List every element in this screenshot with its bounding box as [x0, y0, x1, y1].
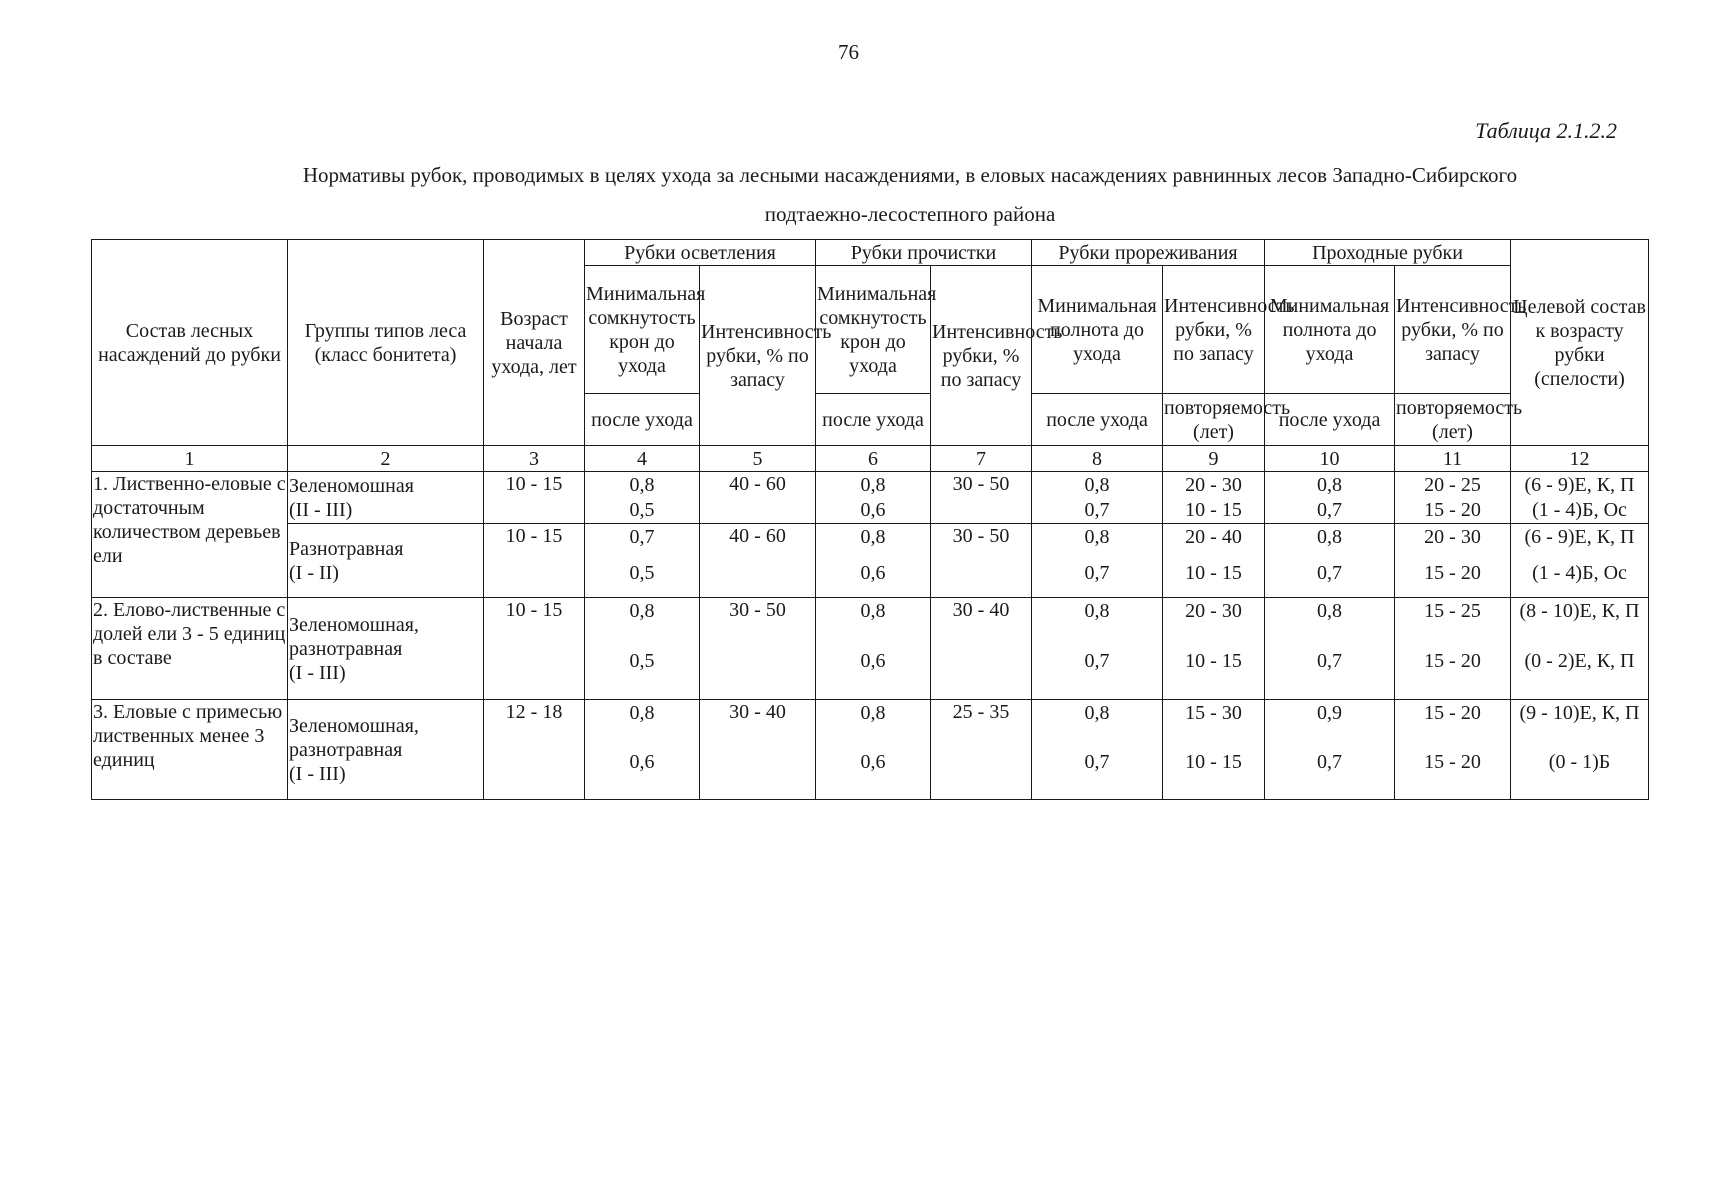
table-row — [92, 472, 1649, 498]
value-cell: (9 - 10)Е, К, П — [1511, 700, 1649, 726]
header-intensity-osv: Интенсивность рубки, % по запасу — [700, 266, 816, 446]
composition-cell: 1. Лиственно-еловые с достаточным количеством деревьев ели — [92, 472, 288, 598]
value-cell: 0,8 — [1265, 598, 1395, 624]
value-cell: (1 - 4)Б, Ос — [1511, 550, 1649, 598]
value-cell: 0,8 — [1265, 472, 1395, 498]
value-cell: 0,7 — [1265, 550, 1395, 598]
forest-type-line: Зеленомошная, — [289, 613, 419, 636]
value-cell: 0,8 — [816, 524, 931, 550]
column-number: 6 — [816, 446, 931, 472]
page-number: 76 — [838, 40, 859, 64]
forest-type-line: (I - III) — [289, 762, 346, 785]
header-after-prorezh: после ухода — [1032, 394, 1163, 446]
value-cell: 0,8 — [816, 598, 931, 624]
value-cell: 15 - 25 — [1395, 598, 1511, 624]
header-composition: Состав лесных насаждений до рубки — [92, 240, 288, 446]
table-caption: Таблица 2.1.2.2 — [1475, 118, 1617, 143]
value-cell: 0,8 — [1032, 472, 1163, 498]
value-cell: 0,6 — [816, 726, 931, 800]
value-cell: 0,5 — [585, 498, 700, 524]
value-cell: 30 - 50 — [931, 472, 1032, 524]
value-cell: 15 - 20 — [1395, 700, 1511, 726]
forest-type-cell — [288, 524, 484, 598]
value-cell: 0,8 — [1032, 598, 1163, 624]
value-cell: 0,5 — [585, 550, 700, 598]
column-number: 12 — [1511, 446, 1649, 472]
header-group-prokhodnye: Проходные рубки — [1265, 240, 1511, 266]
composition-cell: 2. Елово-лиственные с долей ели 3 - 5 единиц в составе — [92, 598, 288, 700]
forest-type-line: Разнотравная — [289, 537, 404, 560]
column-number: 11 — [1395, 446, 1511, 472]
forest-type-line: (II - III) — [289, 498, 353, 521]
value-cell: 0,5 — [585, 624, 700, 700]
value-cell: 0,7 — [1265, 624, 1395, 700]
column-number: 1 — [92, 446, 288, 472]
value-cell: 15 - 30 — [1163, 700, 1265, 726]
column-number: 9 — [1163, 446, 1265, 472]
value-cell: 0,9 — [1265, 700, 1395, 726]
header-target-composition: Целевой состав к возрасту рубки (спелости) — [1511, 240, 1649, 446]
table-title-line-2: подтаежно-лесостепного района — [764, 202, 1056, 226]
value-cell: 0,8 — [1265, 524, 1395, 550]
start-age-cell: 12 - 18 — [484, 700, 585, 800]
table-row — [92, 598, 1649, 624]
value-cell: 40 - 60 — [700, 472, 816, 524]
value-cell: 30 - 50 — [700, 598, 816, 700]
value-cell: 0,7 — [585, 524, 700, 550]
header-min-fullness-prohod: Минимальная полнота до ухода — [1265, 266, 1395, 394]
forest-type-line: разнотравная — [289, 738, 403, 761]
value-cell: 0,6 — [816, 550, 931, 598]
header-intensity-proch: Интенсивность рубки, % по запасу — [931, 266, 1032, 446]
value-cell: 40 - 60 — [700, 524, 816, 598]
column-number: 3 — [484, 446, 585, 472]
value-cell: 20 - 30 — [1163, 598, 1265, 624]
value-cell: 0,6 — [816, 498, 931, 524]
value-cell: 20 - 30 — [1163, 472, 1265, 498]
start-age-cell: 10 - 15 — [484, 598, 585, 700]
header-group-prorezhivanie: Рубки прореживания — [1032, 240, 1265, 266]
value-cell: 30 - 50 — [931, 524, 1032, 598]
header-min-density-osv: Минимальная сомкнутость крон до ухода — [585, 266, 700, 394]
value-cell: 0,8 — [816, 472, 931, 498]
value-cell: 0,6 — [816, 624, 931, 700]
value-cell: 20 - 40 — [1163, 524, 1265, 550]
table-row — [92, 524, 1649, 550]
value-cell: 0,7 — [1265, 726, 1395, 800]
value-cell: 0,8 — [1032, 700, 1163, 726]
header-row-groups — [92, 240, 1649, 266]
table-title — [110, 156, 1710, 234]
value-cell: 0,8 — [585, 700, 700, 726]
column-number: 5 — [700, 446, 816, 472]
value-cell: 25 - 35 — [931, 700, 1032, 800]
value-cell: 15 - 20 — [1395, 624, 1511, 700]
value-cell: 15 - 20 — [1395, 550, 1511, 598]
value-cell: 10 - 15 — [1163, 624, 1265, 700]
value-cell: (1 - 4)Б, Ос — [1511, 498, 1649, 524]
header-after-prohod: после ухода — [1265, 394, 1395, 446]
value-cell: 10 - 15 — [1163, 550, 1265, 598]
start-age-cell: 10 - 15 — [484, 472, 585, 524]
value-cell: 20 - 30 — [1395, 524, 1511, 550]
composition-cell: 3. Еловые с примесью лиственных менее 3 единиц — [92, 700, 288, 800]
value-cell: 0,8 — [1032, 524, 1163, 550]
value-cell: 0,7 — [1265, 498, 1395, 524]
value-cell: 0,7 — [1032, 726, 1163, 800]
forest-type-cell — [288, 472, 484, 524]
column-number: 2 — [288, 446, 484, 472]
value-cell: 20 - 25 — [1395, 472, 1511, 498]
value-cell: 10 - 15 — [1163, 726, 1265, 800]
value-cell: 0,8 — [816, 700, 931, 726]
column-number: 4 — [585, 446, 700, 472]
table-title-line-1: Нормативы рубок, проводимых в целях ухода за лесными насаждениями, в еловых насаждениях равнинных лесов Западно-Сибирского — [302, 163, 1518, 187]
value-cell: 0,8 — [585, 598, 700, 624]
value-cell: (0 - 2)Е, К, П — [1511, 624, 1649, 700]
header-repeat-prorezh: повторяемость (лет) — [1163, 394, 1265, 446]
column-number: 8 — [1032, 446, 1163, 472]
header-after-proch: после ухода — [816, 394, 931, 446]
header-start-age: Возраст начала ухода, лет — [484, 240, 585, 446]
header-repeat-prohod: повторяемость (лет) — [1395, 394, 1511, 446]
forest-type-cell — [288, 700, 484, 800]
value-cell: (0 - 1)Б — [1511, 726, 1649, 800]
value-cell: (6 - 9)Е, К, П — [1511, 472, 1649, 498]
value-cell: 10 - 15 — [1163, 498, 1265, 524]
forest-type-cell — [288, 598, 484, 700]
header-group-osvetlenie: Рубки осветления — [585, 240, 816, 266]
value-cell: 15 - 20 — [1395, 726, 1511, 800]
column-number: 10 — [1265, 446, 1395, 472]
forest-type-line: (I - III) — [289, 661, 346, 684]
header-intensity-prohod: Интенсивность рубки, % по запасу — [1395, 266, 1511, 394]
value-cell: 0,7 — [1032, 624, 1163, 700]
header-group-prochistka: Рубки прочистки — [816, 240, 1032, 266]
header-min-fullness-prorezh: Минимальная полнота до ухода — [1032, 266, 1163, 394]
header-after-osv: после ухода — [585, 394, 700, 446]
header-intensity-prorezh: Интенсивность рубки, % по запасу — [1163, 266, 1265, 394]
value-cell: 0,6 — [585, 726, 700, 800]
norms-table — [91, 239, 1649, 800]
value-cell: 0,8 — [585, 472, 700, 498]
value-cell: 30 - 40 — [931, 598, 1032, 700]
value-cell: 30 - 40 — [700, 700, 816, 800]
value-cell: 0,7 — [1032, 498, 1163, 524]
forest-type-line: разнотравная — [289, 637, 403, 660]
start-age-cell: 10 - 15 — [484, 524, 585, 598]
value-cell: 15 - 20 — [1395, 498, 1511, 524]
header-forest-type: Группы типов леса (класс бонитета) — [288, 240, 484, 446]
column-number: 7 — [931, 446, 1032, 472]
forest-type-line: Зеленомошная — [289, 474, 414, 497]
forest-type-line: Зеленомошная, — [289, 714, 419, 737]
value-cell: 0,7 — [1032, 550, 1163, 598]
forest-type-line: (I - II) — [289, 561, 339, 584]
column-number-row — [92, 446, 1649, 472]
value-cell: (8 - 10)Е, К, П — [1511, 598, 1649, 624]
value-cell: (6 - 9)Е, К, П — [1511, 524, 1649, 550]
table-row — [92, 700, 1649, 726]
header-min-density-proch: Минимальная сомкнутость крон до ухода — [816, 266, 931, 394]
